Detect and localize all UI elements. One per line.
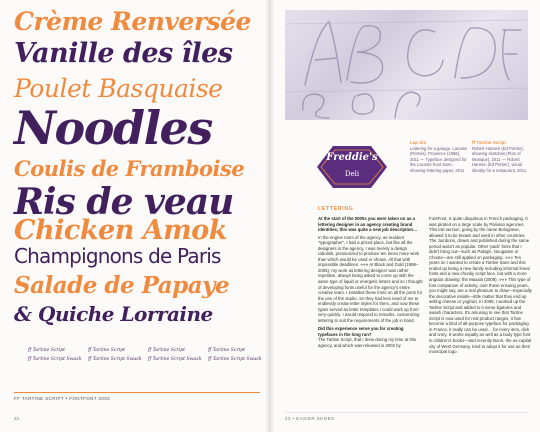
caption-right <box>472 140 532 174</box>
article-question: Did this experience serve you for creating typefaces in the long run? <box>318 326 404 337</box>
left-footer: FF TARTINE SCRIPT • FONTFONT 2002 <box>14 396 111 401</box>
lettering-sketch-photo <box>285 10 528 120</box>
caption-body: Lettering for a garage, Lacoste (Pertuis), Provence (1996), 2011 — Typeface designed for the Lacoste front store, showing lettering paper, 2011 <box>410 145 468 173</box>
badge-name: Freddie's <box>326 152 378 163</box>
badge-sub: Deli <box>344 170 360 178</box>
legend-item: ff Tartine Script <box>28 348 65 353</box>
article-column-2 <box>429 216 532 355</box>
legend-item: ff Tartine Script Swash <box>28 357 82 362</box>
legend-item: ff Tartine Script <box>88 348 125 353</box>
specimen-line: Champignons de Paris <box>14 244 221 268</box>
legend-item: ff Tartine Script Swash <box>88 357 142 362</box>
specimen-line: & Quiche Lorraine <box>14 302 213 326</box>
legend-item: ff Tartine Script Swash <box>148 357 202 362</box>
legend-item: ff Tartine Script <box>148 348 185 353</box>
specimen-line: Noodles <box>14 101 212 155</box>
caption-left <box>410 140 468 174</box>
specimen-line: Chicken Amok <box>14 215 227 246</box>
caption-title: ff Tartine Script <box>472 140 507 145</box>
specimen-line: Vanille des îles <box>14 38 233 69</box>
article-paragraph: In the engine room of the agency, as resident "typographer", I had a prized place, but like all the designers in the agency, I was merely a design rabotnik, pressurized to produce ten times more work than which would be used or shown. All that with impossible deadlines. ⋄⋄⋄ At Black and Gold (1999–2005), my work as lettering designer was rather repetitive, always being asked to come up with the same type of liquid or energetic letters and so I thought of developing fonts useful for the agency's entire creative team. I installed these fonts on all the ports for the use of the studio. So they had less need of me to endlessly create letter styles for them, and now these types served as letter templates I could work up from very quickly. I would respond to remarks, customizing lettering to suit the requirements of the job in hand. <box>318 234 423 323</box>
page-gutter <box>265 0 275 432</box>
specimen-line: Ris de veau <box>14 181 234 223</box>
specimen-line: Coulis de Framboise <box>14 156 245 181</box>
section-heading: LETTERING <box>318 206 354 212</box>
article-paragraph: FontFont, is quite ubiquitous in French packaging. It was pirated on a large scale by Parisian agencies. This trat version, going by the name Bolognese, allowed it to be known and used in other countries. The Jumbons, drawn and published during the same period wasn't as popular. Other 'pack' fonts that I didn't bring out—such as Pakajin, Nougatine or Choute—are still applied on packaging. ⋄⋄⋄ Ten years on I wanted to create a Tartine Sans and this ended up being a new family including informal lineal fonts and a new chunky script face, but with a more angular drawing: the Maxala (2009). ⋄⋄⋄ This type of font companion of activity, over these ensuing years, you might say, are a real pleasure to draw—especially the decorative initials—little matter that they end up selling cheese or yoghurt. In 2008, I worked up the Tartine Script and added to it some ligatures and swash characters. It's amusing to see that Tartine Script is now used for real product ranges, it has become a kind of all-purpose typeface for packaging in France, it really can be used… for every item, dick and Ivory. It works equally as well as a body type font in children's books—and recently Bonn, the ex-capital city of West Germany, tried to adopt it for use as their municipal logo. <box>429 216 532 355</box>
font-legend <box>28 348 262 378</box>
specimen-line: Crème Renversée <box>14 7 251 36</box>
specimen-line: Salade de Papaye <box>14 272 230 299</box>
article-column-1 <box>318 216 424 349</box>
article-paragraph: The Tartine Script, that I drew during my time at this agency, and which was released in 2002 by <box>318 337 417 349</box>
legend-item: ff Tartine Script <box>208 348 245 353</box>
right-footer-rule <box>285 412 528 413</box>
left-footer-rule <box>14 392 260 393</box>
sketch-letters-illustration <box>285 10 528 120</box>
specimen-line: Poulet Basquaise <box>14 74 223 103</box>
caption-title: Lap Sio <box>410 140 427 145</box>
freddies-deli-badge <box>313 140 391 194</box>
right-footer: 23 • EASIER SHOES <box>285 416 335 421</box>
article-lead: At the start of the 2000s you were taken on as a lettering designer in an agency creating brand identities; this was quite a new job description… <box>318 216 418 233</box>
legend-item: ff Tartine Script Swash <box>208 357 262 362</box>
caption-body: Robert Hansen (Ed Portier), showing sketches (Plan of Musique), 2011 — Robert Hansen (Ed Portier), visual identity for a restaurant, 2011 <box>472 145 527 173</box>
left-page-number: 22 <box>14 416 20 421</box>
